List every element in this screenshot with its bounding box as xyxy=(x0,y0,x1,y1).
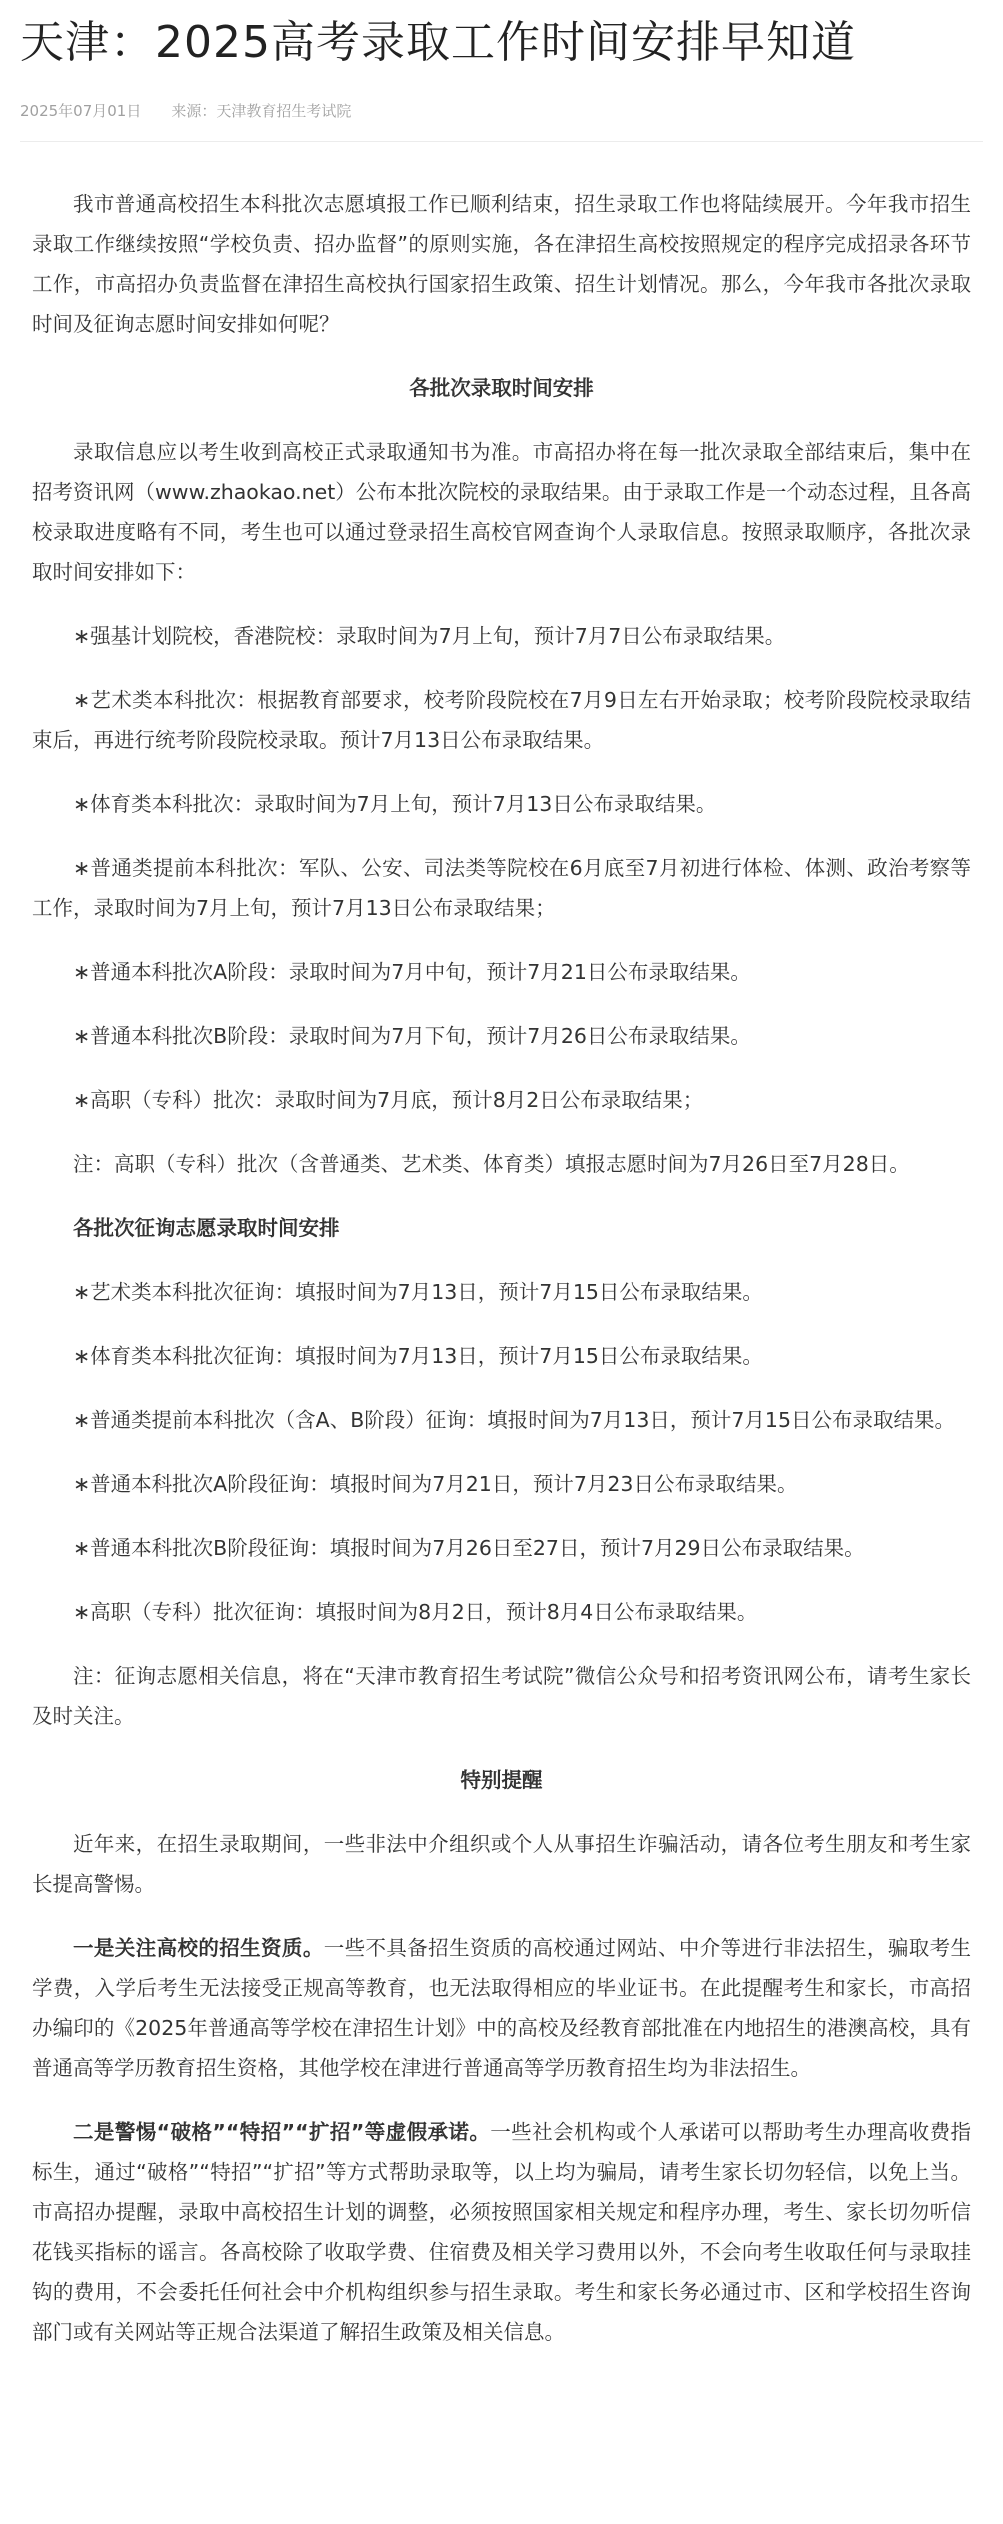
consult-item: ∗普通类提前本科批次（含A、B阶段）征询：填报时间为7月13日，预计7月15日公布录取结果。 xyxy=(73,1408,956,1432)
schedule-item: ∗体育类本科批次：录取时间为7月上旬，预计7月13日公布录取结果。 xyxy=(73,792,717,816)
warning-1-lead: 一是关注高校的招生资质。 xyxy=(73,1936,324,1960)
schedule-note: 注：高职（专科）批次（含普通类、艺术类、体育类）填报志愿时间为7月26日至7月28日。 xyxy=(73,1152,910,1176)
schedule-item: ∗普通本科批次B阶段：录取时间为7月下旬，预计7月26日公布录取结果。 xyxy=(73,1024,751,1048)
article-title: 天津：2025高考录取工作时间安排早知道 xyxy=(20,17,856,68)
admission-info-paragraph: 录取信息应以考生收到高校正式录取通知书为准。市高招办将在每一批次录取全部结束后，集中在招考资讯网（www.zhaokao.net）公布本批次院校的录取结果。由于录取工作是一个动态过程，且各高校录取进度略有不同，考生也可以通过登录招生高校官网查询个人录取信息。按照录取顺序，各批次录取时间安排如下： xyxy=(32,440,971,584)
section-heading-consult: 各批次征询志愿录取时间安排 xyxy=(73,1216,340,1240)
intro-paragraph: 我市普通高校招生本科批次志愿填报工作已顺利结束，招生录取工作也将陆续展开。今年我市招生录取工作继续按照“学校负责、招办监督”的原则实施，各在津招生高校按照规定的程序完成招录各环节工作，市高招办负责监督在津招生高校执行国家招生政策、招生计划情况。那么，今年我市各批次录取时间及征询志愿时间安排如何呢？ xyxy=(32,192,971,336)
warning-paragraph-1 xyxy=(32,1928,971,2088)
article-body xyxy=(20,184,983,2352)
consult-item: ∗体育类本科批次征询：填报时间为7月13日，预计7月15日公布录取结果。 xyxy=(73,1344,763,1368)
consult-item: ∗普通本科批次B阶段征询：填报时间为7月26日至27日，预计7月29日公布录取结果。 xyxy=(73,1536,865,1560)
schedule-item: ∗普通本科批次A阶段：录取时间为7月中旬，预计7月21日公布录取结果。 xyxy=(73,960,751,984)
consult-item: ∗艺术类本科批次征询：填报时间为7月13日，预计7月15日公布录取结果。 xyxy=(73,1280,763,1304)
warning-paragraph-2 xyxy=(32,2112,971,2352)
section-heading-admission: 各批次录取时间安排 xyxy=(409,376,594,400)
article-source: 来源：天津教育招生考试院 xyxy=(171,102,352,120)
schedule-item: ∗强基计划院校，香港院校：录取时间为7月上旬，预计7月7日公布录取结果。 xyxy=(73,624,786,648)
schedule-item: ∗普通类提前本科批次：军队、公安、司法类等院校在6月底至7月初进行体检、体测、政治考察等工作，录取时间为7月上旬，预计7月13日公布录取结果； xyxy=(32,856,971,920)
consult-item: ∗普通本科批次A阶段征询：填报时间为7月21日，预计7月23日公布录取结果。 xyxy=(73,1472,798,1496)
warning-1-text: 一些不具备招生资质的高校通过网站、中介等进行非法招生，骗取考生学费，入学后考生无法接受正规高等教育，也无法取得相应的毕业证书。在此提醒考生和家长，市高招办编印的《2025年普通高等学校在津招生计划》中的高校及经教育部批准在内地招生的港澳高校，具有普通高等学历教育招生资格，其他学校在津进行普通高等学历教育招生均为非法招生。 xyxy=(32,1936,972,2080)
schedule-item: ∗高职（专科）批次：录取时间为7月底，预计8月2日公布录取结果； xyxy=(73,1088,704,1112)
warning-2-lead: 二是警惕“破格”“特招”“扩招”等虚假承诺。 xyxy=(73,2120,491,2144)
article-meta xyxy=(20,100,983,142)
warning-2-text: 一些社会机构或个人承诺可以帮助考生办理高收费指标生，通过“破格”“特招”“扩招”等方式帮助录取等，以上均为骗局，请考生家长切勿轻信，以免上当。市高招办提醒，录取中高校招生计划的调整，必须按照国家相关规定和程序办理，考生、家长切勿听信花钱买指标的谣言。各高校除了收取学费、住宿费及相关学习费用以外，不会向考生收取任何与录取挂钩的费用，不会委托任何社会中介机构组织参与招生录取。考生和家长务必通过市、区和学校招生咨询部门或有关网站等正规合法渠道了解招生政策及相关信息。 xyxy=(32,2120,971,2344)
publish-date: 2025年07月01日 xyxy=(20,102,142,120)
consult-note: 注：征询志愿相关信息，将在“天津市教育招生考试院”微信公众号和招考资讯网公布，请考生家长及时关注。 xyxy=(32,1664,971,1728)
consult-item: ∗高职（专科）批次征询：填报时间为8月2日，预计8月4日公布录取结果。 xyxy=(73,1600,758,1624)
section-heading-reminder: 特别提醒 xyxy=(460,1768,543,1792)
schedule-item: ∗艺术类本科批次：根据教育部要求，校考阶段院校在7月9日左右开始录取；校考阶段院校录取结束后，再进行统考阶段院校录取。预计7月13日公布录取结果。 xyxy=(32,688,971,752)
warning-intro-paragraph: 近年来，在招生录取期间，一些非法中介组织或个人从事招生诈骗活动，请各位考生朋友和考生家长提高警惕。 xyxy=(32,1832,971,1896)
